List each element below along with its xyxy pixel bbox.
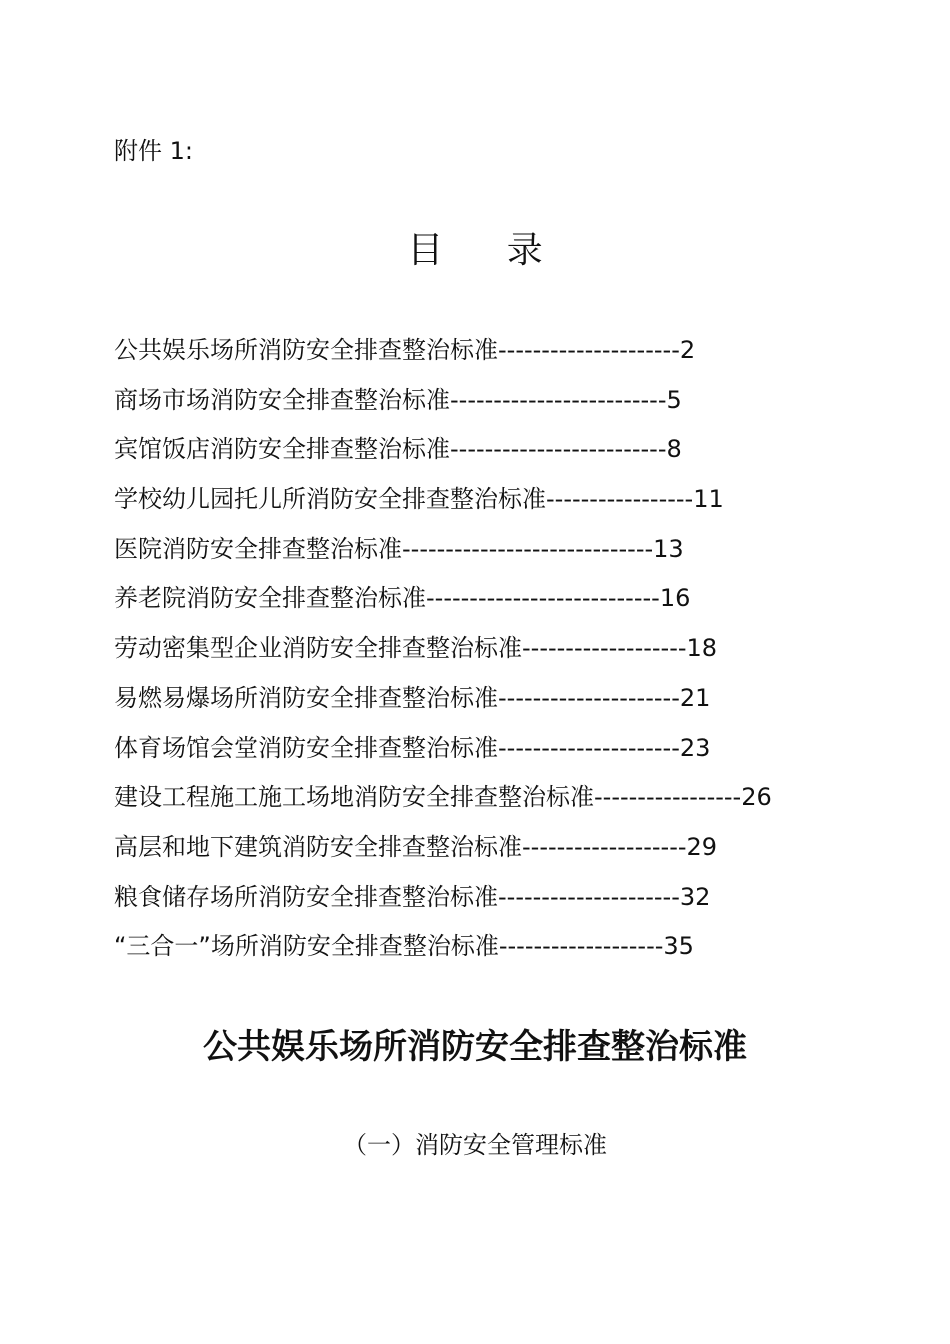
toc-title: 目 录 xyxy=(407,230,569,271)
toc-entry[interactable]: 商场市场消防安全排查整治标准-------------------------5 xyxy=(114,385,682,414)
toc-entry[interactable]: 医院消防安全排查整治标准-----------------------------13 xyxy=(114,534,684,563)
toc-entry[interactable]: 学校幼儿园托儿所消防安全排查整治标准-----------------11 xyxy=(114,485,724,514)
subsection-heading: （一）消防安全管理标准 xyxy=(343,1131,607,1159)
toc-entry[interactable]: 劳动密集型企业消防安全排查整治标准-------------------18 xyxy=(114,634,718,663)
toc-entry[interactable]: 体育场馆会堂消防安全排查整治标准---------------------23 xyxy=(114,733,711,762)
attachment-label: 附件 1: xyxy=(114,137,193,165)
toc-entry[interactable]: 公共娱乐场所消防安全排查整治标准---------------------2 xyxy=(114,336,696,364)
table-of-contents xyxy=(114,332,772,978)
toc-entry[interactable]: “三合一”场所消防安全排查整治标准-------------------35 xyxy=(114,932,694,961)
toc-entry[interactable]: 高层和地下建筑消防安全排查整治标准-------------------29 xyxy=(114,832,718,861)
section-heading: 公共娱乐场所消防安全排查整治标准 xyxy=(203,1027,747,1067)
toc-entry[interactable]: 宾馆饭店消防安全排查整治标准-------------------------8 xyxy=(114,435,682,464)
toc-entry[interactable]: 养老院消防安全排查整治标准---------------------------16 xyxy=(114,584,691,613)
toc-entry[interactable]: 粮食储存场所消防安全排查整治标准---------------------32 xyxy=(114,882,711,911)
toc-entry[interactable]: 建设工程施工施工场地消防安全排查整治标准-----------------26 xyxy=(114,783,772,812)
toc-entry[interactable]: 易燃易爆场所消防安全排查整治标准---------------------21 xyxy=(114,683,711,712)
